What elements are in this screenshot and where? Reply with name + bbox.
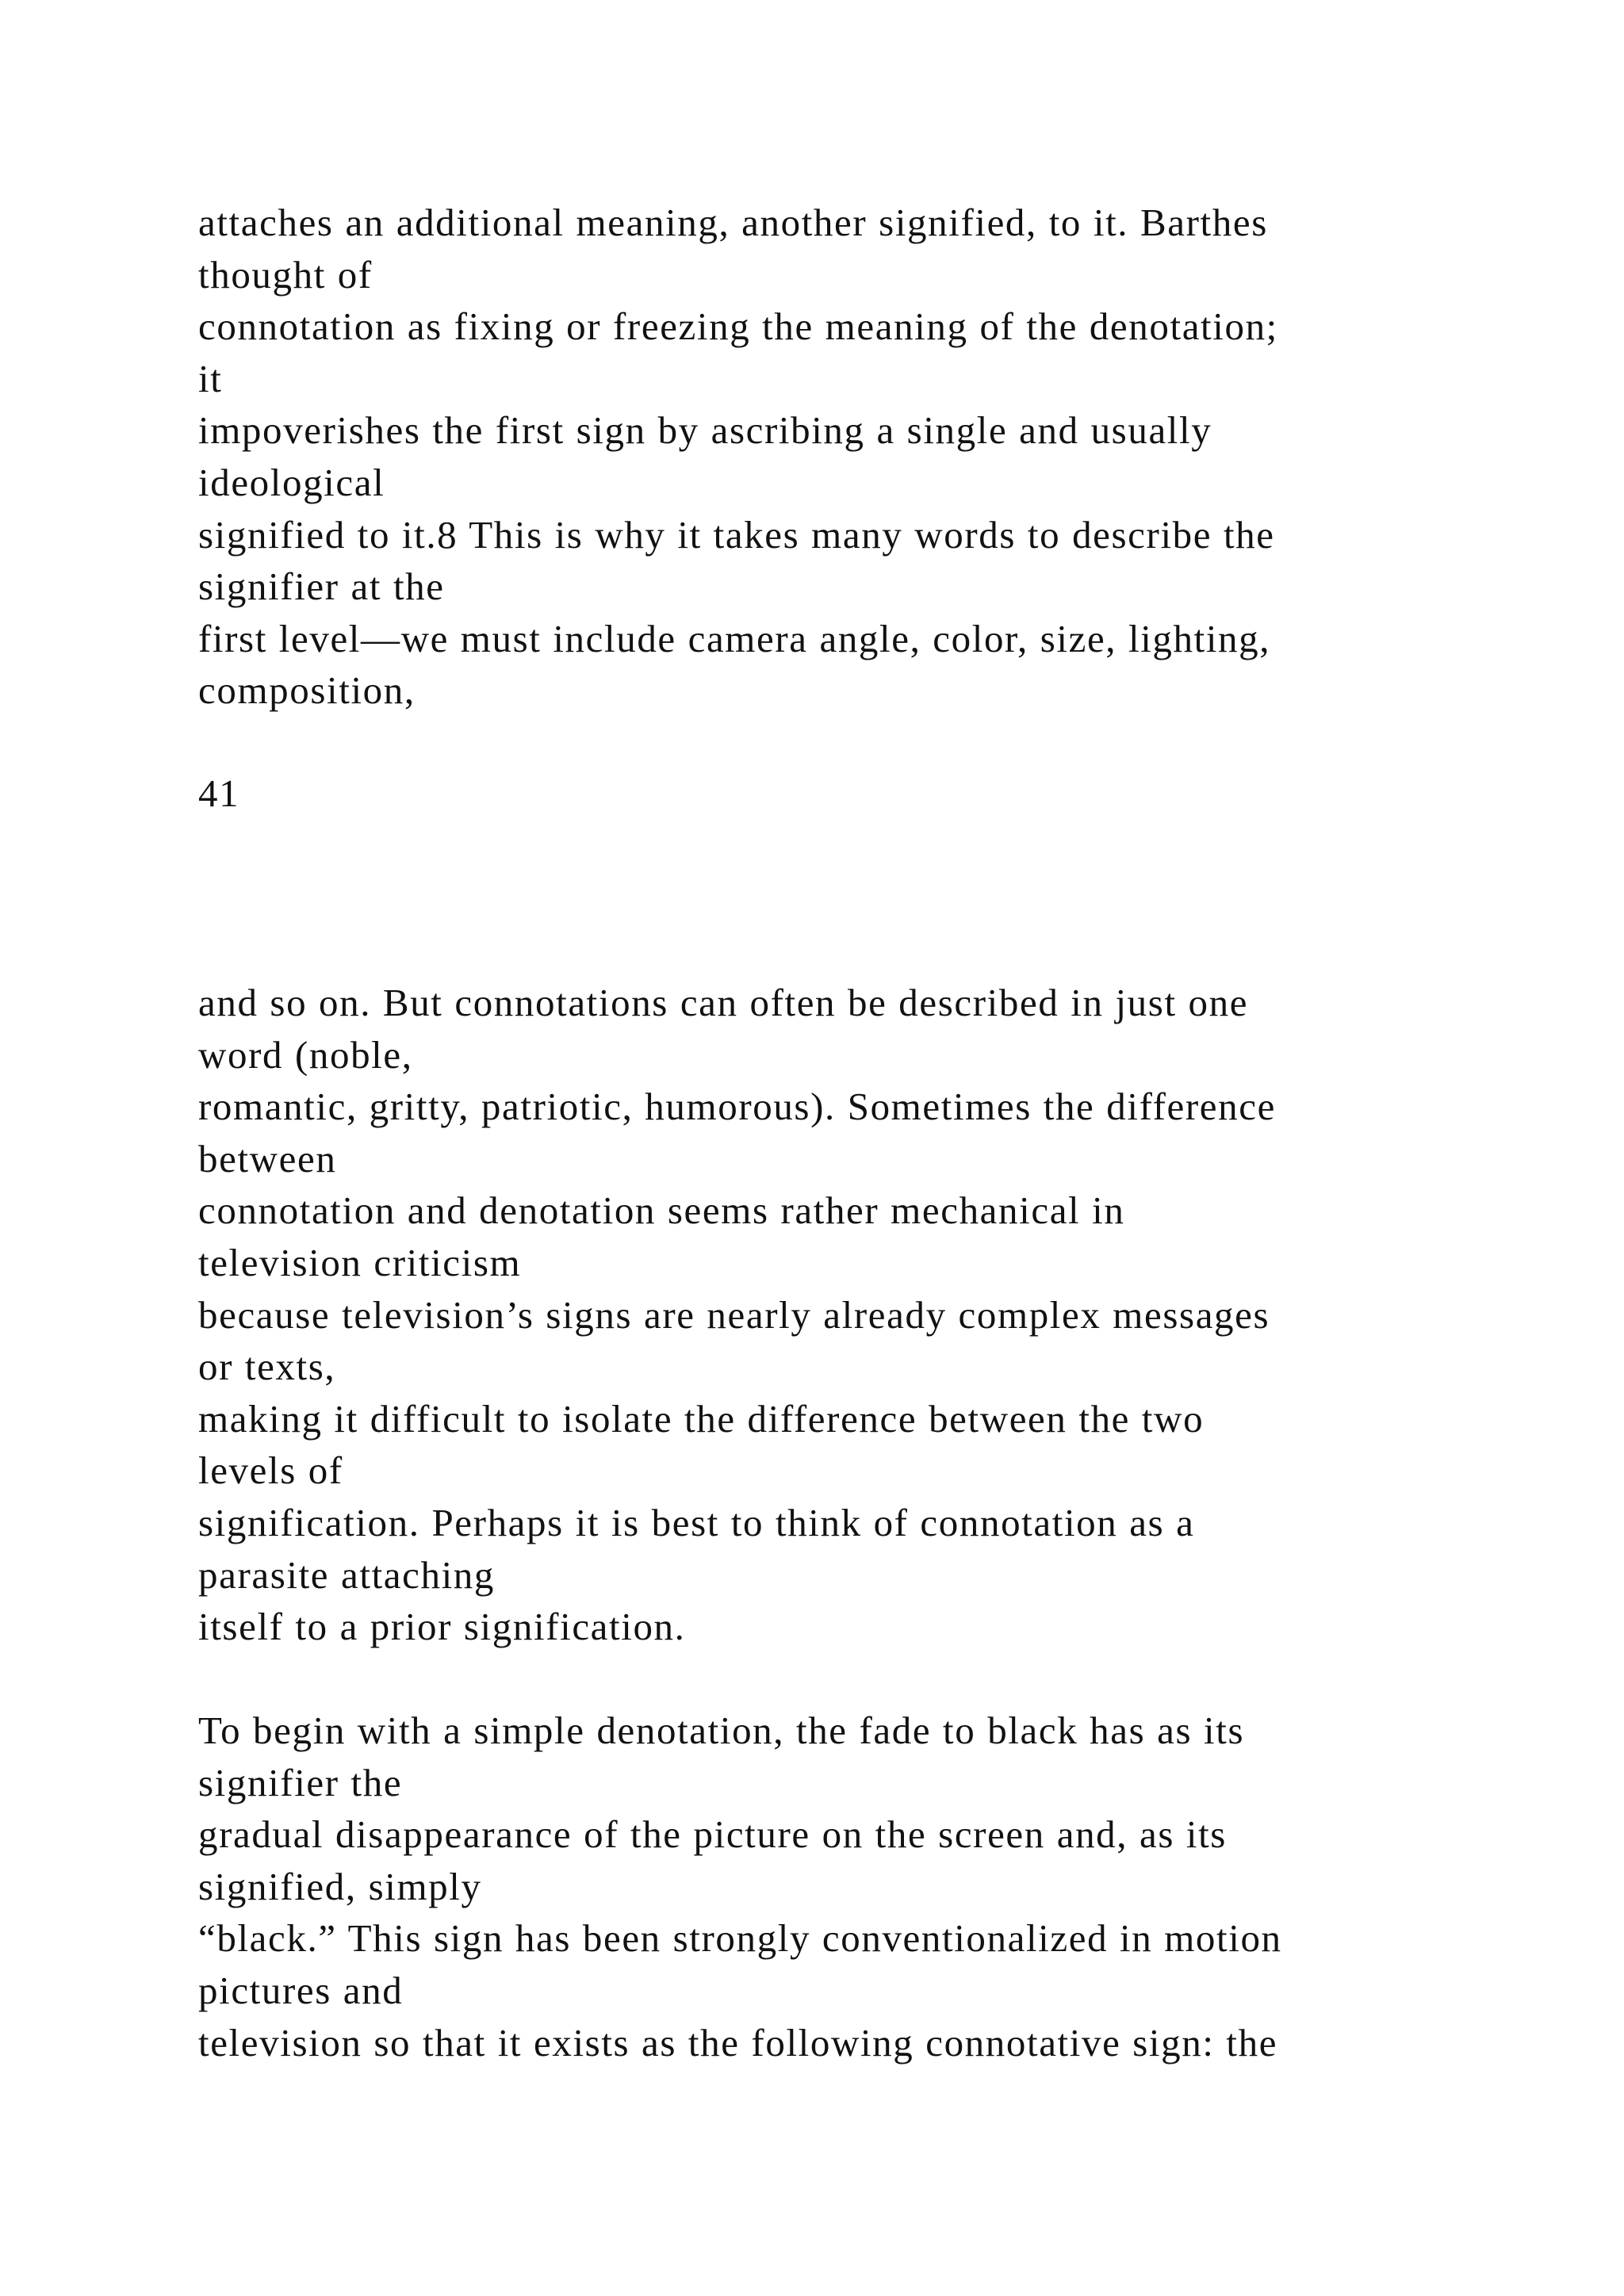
text-line: signifier at the (198, 564, 445, 609)
text-line: connotation as fixing or freezing the meaning of the denotation; (198, 304, 1278, 349)
text-line: itself to a prior signification. (198, 1605, 686, 1649)
text-line: television so that it exists as the following connotative sign: the (198, 2020, 1278, 2064)
text-line: and so on. But connotations can often be described in just one (198, 981, 1249, 1024)
text-line: signifier the (198, 1760, 403, 1804)
text-line: thought of (198, 252, 373, 297)
text-line: parasite attaching (198, 1552, 495, 1597)
text-line: “black.” This sign has been strongly conventionalized in motion (198, 1916, 1282, 1961)
text-line: impoverishes the first sign by ascribing a single and usually (198, 408, 1212, 453)
text-line: word (noble, (198, 1032, 413, 1077)
text-line: because television’s signs are nearly already complex messages (198, 1292, 1270, 1337)
text-line: pictures and (198, 1968, 404, 2012)
text-line: signification. Perhaps it is best to think of connotation as a (198, 1500, 1195, 1544)
text-line: first level—we must include camera angle, color, size, lighting, (198, 616, 1271, 660)
text-line: making it difficult to isolate the difference between the two (198, 1396, 1205, 1441)
text-line: or texts, (198, 1345, 336, 1389)
paragraph-connotation-fixing (198, 197, 1483, 717)
text-line: To begin with a simple denotation, the fade to black has as its (198, 1709, 1245, 1752)
text-line: signified to it.8 This is why it takes many words to describe the (198, 512, 1275, 557)
text-line: it (198, 356, 223, 400)
text-line: ideological (198, 460, 385, 504)
text-line: composition, (198, 668, 416, 713)
text-line: television criticism (198, 1240, 522, 1284)
page-number (198, 767, 1483, 820)
text-line: connotation and denotation seems rather mechanical in (198, 1188, 1125, 1233)
text-line: levels of (198, 1448, 343, 1493)
paragraph-fade-to-black (198, 1705, 1483, 2068)
text-line: gradual disappearance of the picture on the screen and, as its (198, 1812, 1227, 1857)
text-line: between (198, 1136, 337, 1181)
page-number-text: 41 (198, 771, 240, 815)
text-line: romantic, gritty, patriotic, humorous). Sometimes the difference (198, 1085, 1276, 1129)
text-line: attaches an additional meaning, another signified, to it. Barthes (198, 201, 1268, 244)
paragraph-connotation-description (198, 977, 1483, 1653)
text-line: signified, simply (198, 1864, 482, 1908)
